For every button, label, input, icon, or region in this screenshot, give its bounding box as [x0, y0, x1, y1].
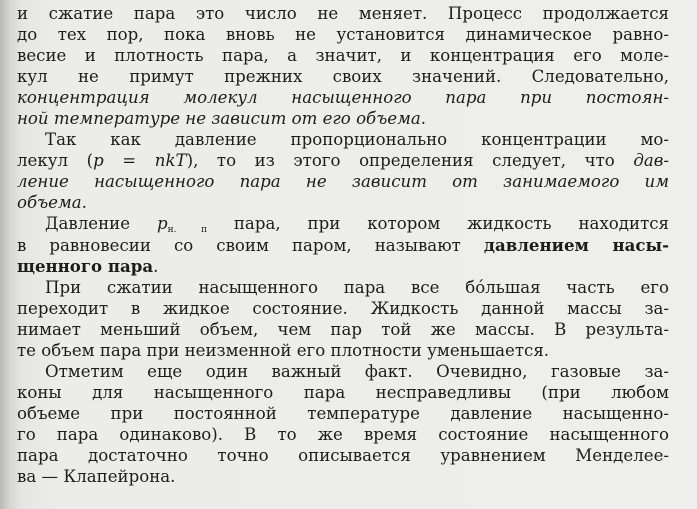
text-line	[17, 24, 669, 45]
text-segment: и сжатие пара это число не меняет. Процесс продолжается	[17, 4, 669, 23]
text-line	[17, 108, 669, 129]
text-segment: те объем пара при неизменной его плотности уменьшается.	[17, 340, 550, 360]
text-line	[17, 298, 669, 319]
text-segment: лекул (	[17, 151, 94, 171]
text-segment: весие и плотность пара, а значит, и концентрация его моле-	[17, 46, 669, 66]
text-line	[17, 3, 669, 24]
text-line	[17, 150, 669, 171]
text-segment: пара достаточно точно описывается уравнением Менделее-	[17, 445, 669, 465]
text-line	[17, 129, 669, 150]
text-line	[17, 66, 669, 87]
text-line	[17, 319, 669, 340]
text-line	[17, 466, 669, 487]
paragraph	[17, 129, 669, 213]
text-line	[17, 235, 669, 256]
text-segment: до тех пор, пока вновь не установится динамическое равно-	[17, 25, 669, 45]
text-line	[17, 45, 669, 66]
text-line	[17, 192, 669, 213]
text-segment: .	[153, 256, 159, 276]
text-segment: .	[420, 109, 427, 129]
text-segment: в равновесии со своим паром, называют	[17, 235, 484, 255]
text-segment: ва — Клапейрона.	[17, 467, 176, 487]
text-segment: p	[93, 151, 104, 171]
paragraph	[17, 3, 669, 129]
text-segment: пара, при котором жидкость находится	[206, 214, 670, 234]
text-segment: щенного пара	[17, 255, 154, 276]
paragraph	[17, 361, 669, 487]
text-line	[17, 361, 669, 382]
text-segment: Давление	[45, 214, 157, 234]
text-line	[17, 445, 669, 466]
text-segment: го пара одинаково). В то же время состояние насыщенного	[17, 424, 669, 444]
text-segment: Так как давление пропорционально концентрации мо-	[45, 130, 669, 150]
text-segment: коны для насыщенного пара несправедливы (при любом	[17, 382, 669, 402]
text-line	[17, 256, 669, 277]
text-segment: объеме при постоянной температуре давление насыщенно-	[17, 403, 669, 423]
page-text	[17, 3, 669, 487]
paragraph	[17, 213, 669, 276]
text-segment: nkT	[154, 151, 187, 171]
text-segment: ), то из этого определения следует, что	[186, 151, 634, 171]
text-line	[17, 403, 669, 424]
text-segment: переходит в жидкое состояние. Жидкость данной массы за-	[17, 298, 669, 318]
text-segment: Отметим еще один важный факт. Очевидно, газовые за-	[45, 361, 669, 381]
text-line	[17, 277, 669, 298]
text-segment: давлением насы-	[483, 234, 669, 255]
text-segment: объема	[17, 193, 82, 213]
text-line	[17, 382, 669, 403]
text-line	[17, 340, 669, 361]
text-line	[17, 171, 669, 192]
paragraph	[17, 277, 669, 361]
text-segment: н. п	[167, 225, 207, 236]
text-segment: ление насыщенного пара не зависит от занимаемого им	[17, 172, 669, 192]
text-segment: нимает меньший объем, чем пар той же массы. В результа-	[17, 319, 669, 339]
text-segment: ной температуре не зависит от его объема	[17, 109, 421, 129]
text-segment: концентрация молекул насыщенного пара при постоян-	[17, 88, 669, 108]
text-segment: дав-	[633, 151, 670, 171]
text-line	[17, 424, 669, 445]
text-line	[17, 87, 669, 108]
text-segment: p	[156, 214, 168, 234]
text-segment: .	[81, 193, 87, 213]
text-segment: =	[103, 151, 155, 171]
text-line	[17, 213, 669, 234]
text-segment: При сжатии насыщенного пара все бóльшая часть его	[45, 277, 669, 297]
text-segment: кул не примут прежних своих значений. Следовательно,	[17, 67, 669, 87]
